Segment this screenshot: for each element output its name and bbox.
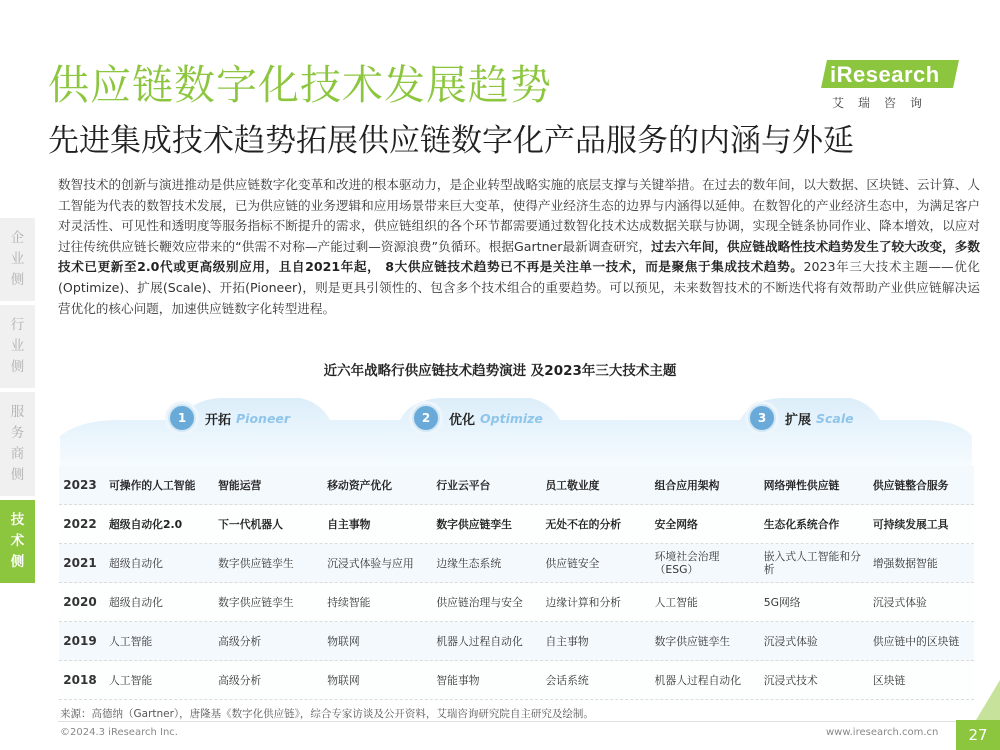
side-tab-char: 侧 [10,554,25,570]
side-tab-2[interactable] [0,392,35,496]
grid-year: 2018 [63,673,97,687]
grid-cell: 人工智能 [654,595,698,609]
grid-cell: 安全网络 [654,517,698,531]
grid-row-2021 [59,544,974,583]
grid-cell: 数字供应链孪生 [218,595,294,609]
grid-cell: 数字供应链孪生 [436,517,512,531]
intro-paragraph [58,175,980,319]
grid-row-2020 [59,583,974,622]
trend-grid [59,466,974,700]
grid-cell: 供应链治理与安全 [436,595,523,609]
side-tab-char: 技 [10,512,25,528]
page-subtitle: 先进集成技术趋势拓展供应链数字化产品服务的内涵与外延 [48,123,854,159]
theme-scale [748,404,854,432]
grid-year: 2020 [63,595,97,609]
grid-cell: 组合应用架构 [654,478,720,492]
grid-cell: 沉浸式技术 [763,673,818,687]
grid-cell: 超级自动化 [109,595,163,609]
side-tab-char: 行 [10,317,25,333]
copyright: ©2024.3 iResearch Inc. [60,727,178,738]
side-tab-char: 商 [10,446,25,462]
grid-cell: 环境社会治理（ESG） [654,550,720,576]
grid-row-2019 [59,622,974,661]
logo-cn: 艾瑞咨询 [832,96,937,110]
side-tabs [0,218,35,587]
theme-number-badge: 2 [412,404,440,432]
theme-label: 开拓 [205,412,232,428]
side-tab-3[interactable] [0,500,35,583]
grid-cell: 区块链 [872,673,906,687]
side-tab-char: 业 [10,251,25,267]
grid-cell: 自主事物 [545,634,589,648]
theme-label: 扩展 [785,412,812,428]
side-tab-char: 服 [10,404,25,420]
grid-cell: 物联网 [327,634,360,648]
source-note: 来源：高德纳（Gartner），唐隆基《数字化供应链》，综合专家访谈及公开资料，艾瑞咨询研究院自主研究及绘制。 [60,708,594,720]
grid-cell: 数字供应链孪生 [654,634,731,648]
intro-text-2: 2023年三大技术主题——优化(Optimize)、扩展(Scale)、开拓(Pioneer)，则是更具引领性的、包含多个技术组合的重要趋势。可以预见，未来数智技术的不断迭代将有效帮助产业供应链解决运营优化的核心问题，加速供应链数字化转型进程。 [58,259,980,316]
theme-optimize [412,404,543,432]
grid-cell: 沉浸式体验与应用 [327,556,414,570]
grid-cell: 会话系统 [545,673,589,687]
footer-url: www.iresearch.com.cn [826,727,939,738]
grid-cell: 下一代机器人 [218,517,283,531]
grid-cell: 机器人过程自动化 [654,673,741,687]
grid-year: 2022 [63,517,97,531]
iresearch-logo [824,52,964,122]
chart-title: 近六年战略行供应链技术趋势演进 及2023年三大技术主题 [323,363,677,379]
theme-number-badge: 3 [748,404,776,432]
theme-label-en: Optimize [480,410,543,426]
grid-cell: 网络弹性供应链 [763,478,840,492]
side-tab-char: 企 [10,230,25,246]
grid-cell: 超级自动化2.0 [109,517,183,531]
grid-cell: 嵌入式人工智能和分析 [763,550,861,576]
grid-cell: 机器人过程自动化 [436,634,523,648]
side-tab-0[interactable] [0,218,35,301]
grid-cell: 供应链中的区块链 [872,634,960,648]
intro-text-1: 数智技术的创新与演进推动是供应链数字化变革和改进的根本驱动力，是企业转型战略实施的底层支撑与关键举措。在过去的数年间，以大数据、区块链、云计算、人工智能为代表的数智技术发展，已为供应链的业务逻辑和应用场景带来巨大变革，使得产业经济生态的边界与内涵得以延伸。在数智化的产业经济生态中，为满足客户对灵活性、可见性和透明度等服务指标不断提升的需求，供应链组织的各个环节都需要通过数智化技术达成数据关联与协调，实现全链条协同作业、降本增效，以应对过往传统供应链长鞭效应带来的“供需不对称—产能过剩—资源浪费”负循环。根据Gartner最新调查研究， [58,177,980,254]
grid-cell: 自主事物 [327,517,371,531]
grid-cell: 供应链安全 [545,556,600,570]
grid-cell: 可持续发展工具 [872,517,949,531]
grid-row-2022 [59,505,974,544]
grid-cell: 智能运营 [218,478,262,492]
grid-cell: 增强数据智能 [872,556,938,570]
grid-cell: 物联网 [327,673,360,687]
grid-row-2023 [59,466,974,505]
logo-text: iResearch [830,62,940,87]
grid-cell: 无处不在的分析 [545,517,622,531]
grid-cell: 超级自动化 [109,556,163,570]
grid-cell: 供应链整合服务 [872,478,949,492]
grid-cell: 员工敬业度 [545,478,600,492]
side-tab-char: 侧 [10,359,25,375]
grid-cell: 数字供应链孪生 [218,556,294,570]
side-tab-char: 侧 [10,467,25,483]
side-tab-char: 业 [10,338,25,354]
grid-cell: 智能事物 [436,673,480,687]
grid-cell: 边缘计算和分析 [545,595,622,609]
theme-pioneer [168,404,290,432]
page-corner-decoration [976,680,1000,720]
theme-label-en: Scale [816,410,854,426]
theme-label-en: Pioneer [236,410,291,426]
theme-number-badge: 1 [168,404,196,432]
grid-cell: 移动资产优化 [327,478,393,492]
grid-cell: 人工智能 [109,673,153,687]
grid-cell: 行业云平台 [436,478,491,492]
side-tab-char: 术 [10,533,25,549]
grid-cell: 可操作的人工智能 [109,478,196,492]
grid-cell: 人工智能 [109,634,153,648]
grid-cell: 持续智能 [327,595,371,609]
grid-cell: 边缘生态系统 [436,556,502,570]
grid-year: 2021 [63,556,97,570]
page-title: 供应链数字化技术发展趋势 [48,61,552,109]
grid-cell: 沉浸式体验 [872,595,927,609]
side-tab-char: 务 [10,425,25,441]
theme-label: 优化 [449,412,476,428]
grid-year: 2023 [63,478,97,492]
grid-cell: 高级分析 [218,634,262,648]
grid-year: 2019 [63,634,97,648]
intro-text-bold: 过去六年间，供应链战略性技术趋势发生了较大改变，多数技术已更新至2.0代或更高级别应用，且自2021年起， 8大供应链技术趋势已不再是关注单一技术，而是聚焦于集成技术趋势。 [58,238,980,275]
footer-divider [58,721,958,722]
themes-band [60,392,972,466]
grid-cell: 5G网络 [763,595,801,609]
grid-cell: 沉浸式体验 [763,634,818,648]
grid-cell: 生态化系统合作 [763,517,840,531]
grid-cell: 高级分析 [218,673,262,687]
side-tab-char: 侧 [10,272,25,288]
grid-row-2018 [59,661,974,700]
page-number: 27 [956,720,1000,750]
